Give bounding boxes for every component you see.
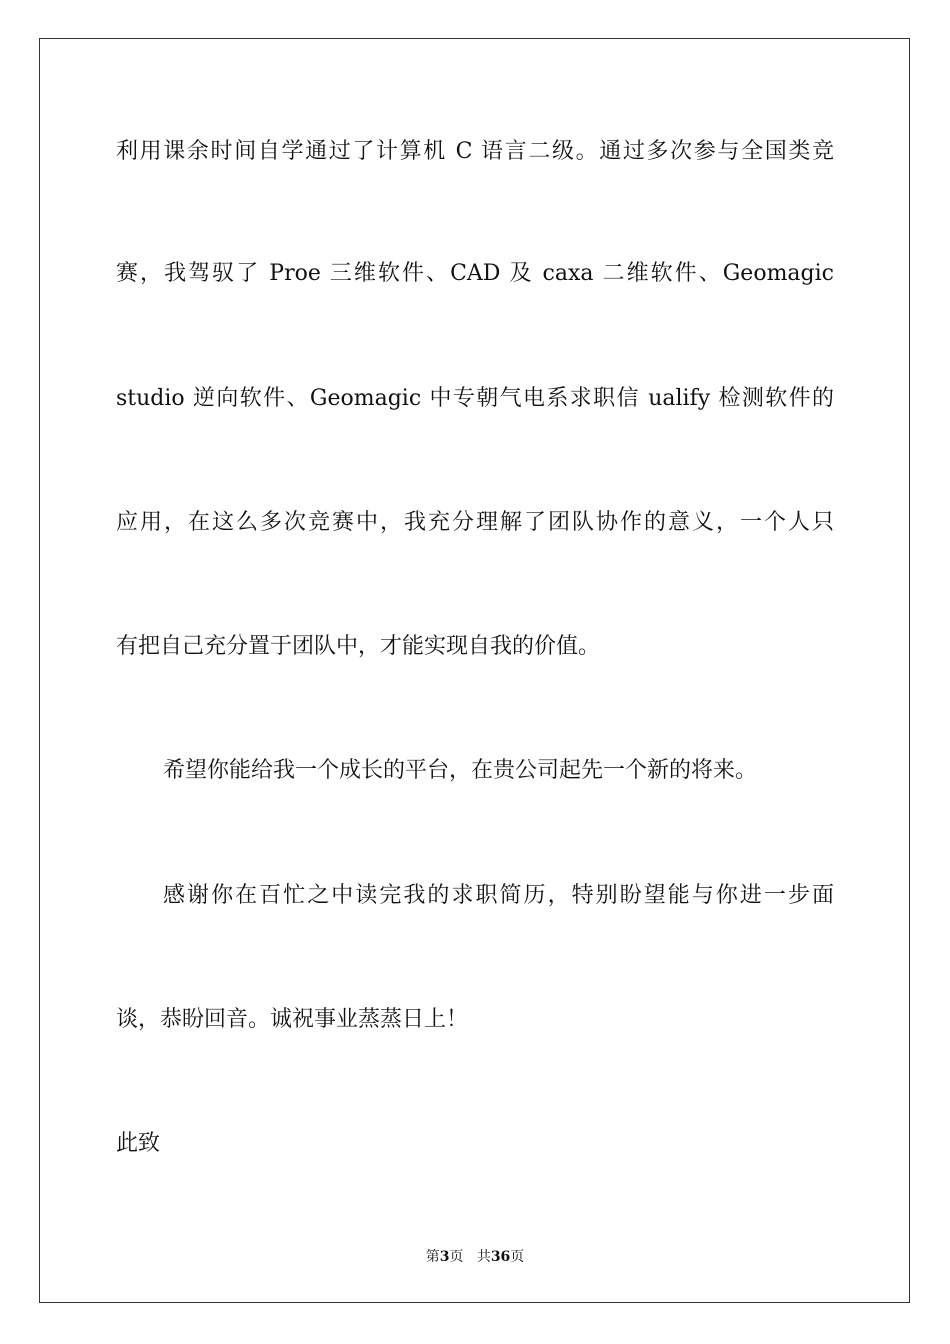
paragraph-hope: 希望你能给我一个成长的平台，在贵公司起先一个新的将来。 xyxy=(163,758,758,783)
footer-page-prefix: 第 xyxy=(425,1249,440,1265)
paragraph-thanks-line-2: 谈，恭盼回音。诚祝事业蒸蒸日上！ xyxy=(116,1007,469,1032)
body-text-line-2: 赛，我驾驭了 Proe 三维软件、CAD 及 caxa 二维软件、Geomagic xyxy=(116,261,834,286)
footer-total-number: 36 xyxy=(490,1249,511,1265)
closing-salutation: 此致 xyxy=(116,1131,161,1156)
footer-total-prefix: 共 xyxy=(476,1249,491,1265)
page-footer xyxy=(0,1248,950,1266)
body-text-line-4: 应用，在这么多次竞赛中，我充分理解了团队协作的意义，一个人只 xyxy=(116,510,834,535)
body-text-line-3: studio 逆向软件、Geomagic 中专朝气电系求职信 ualify 检测软件的 xyxy=(116,386,834,411)
paragraph-thanks-line-1: 感谢你在百忙之中读完我的求职简历，特别盼望能与你进一步面 xyxy=(163,883,834,908)
page-border xyxy=(39,38,910,1303)
body-text-line-5: 有把自己充分置于团队中，才能实现自我的价值。 xyxy=(116,634,601,659)
footer-page-suffix: 页 xyxy=(449,1249,464,1265)
footer-page-number: 3 xyxy=(439,1249,450,1265)
footer-total-suffix: 页 xyxy=(510,1249,525,1265)
body-text-line-1: 利用课余时间自学通过了计算机 C 语言二级。通过多次参与全国类竞 xyxy=(116,139,834,164)
